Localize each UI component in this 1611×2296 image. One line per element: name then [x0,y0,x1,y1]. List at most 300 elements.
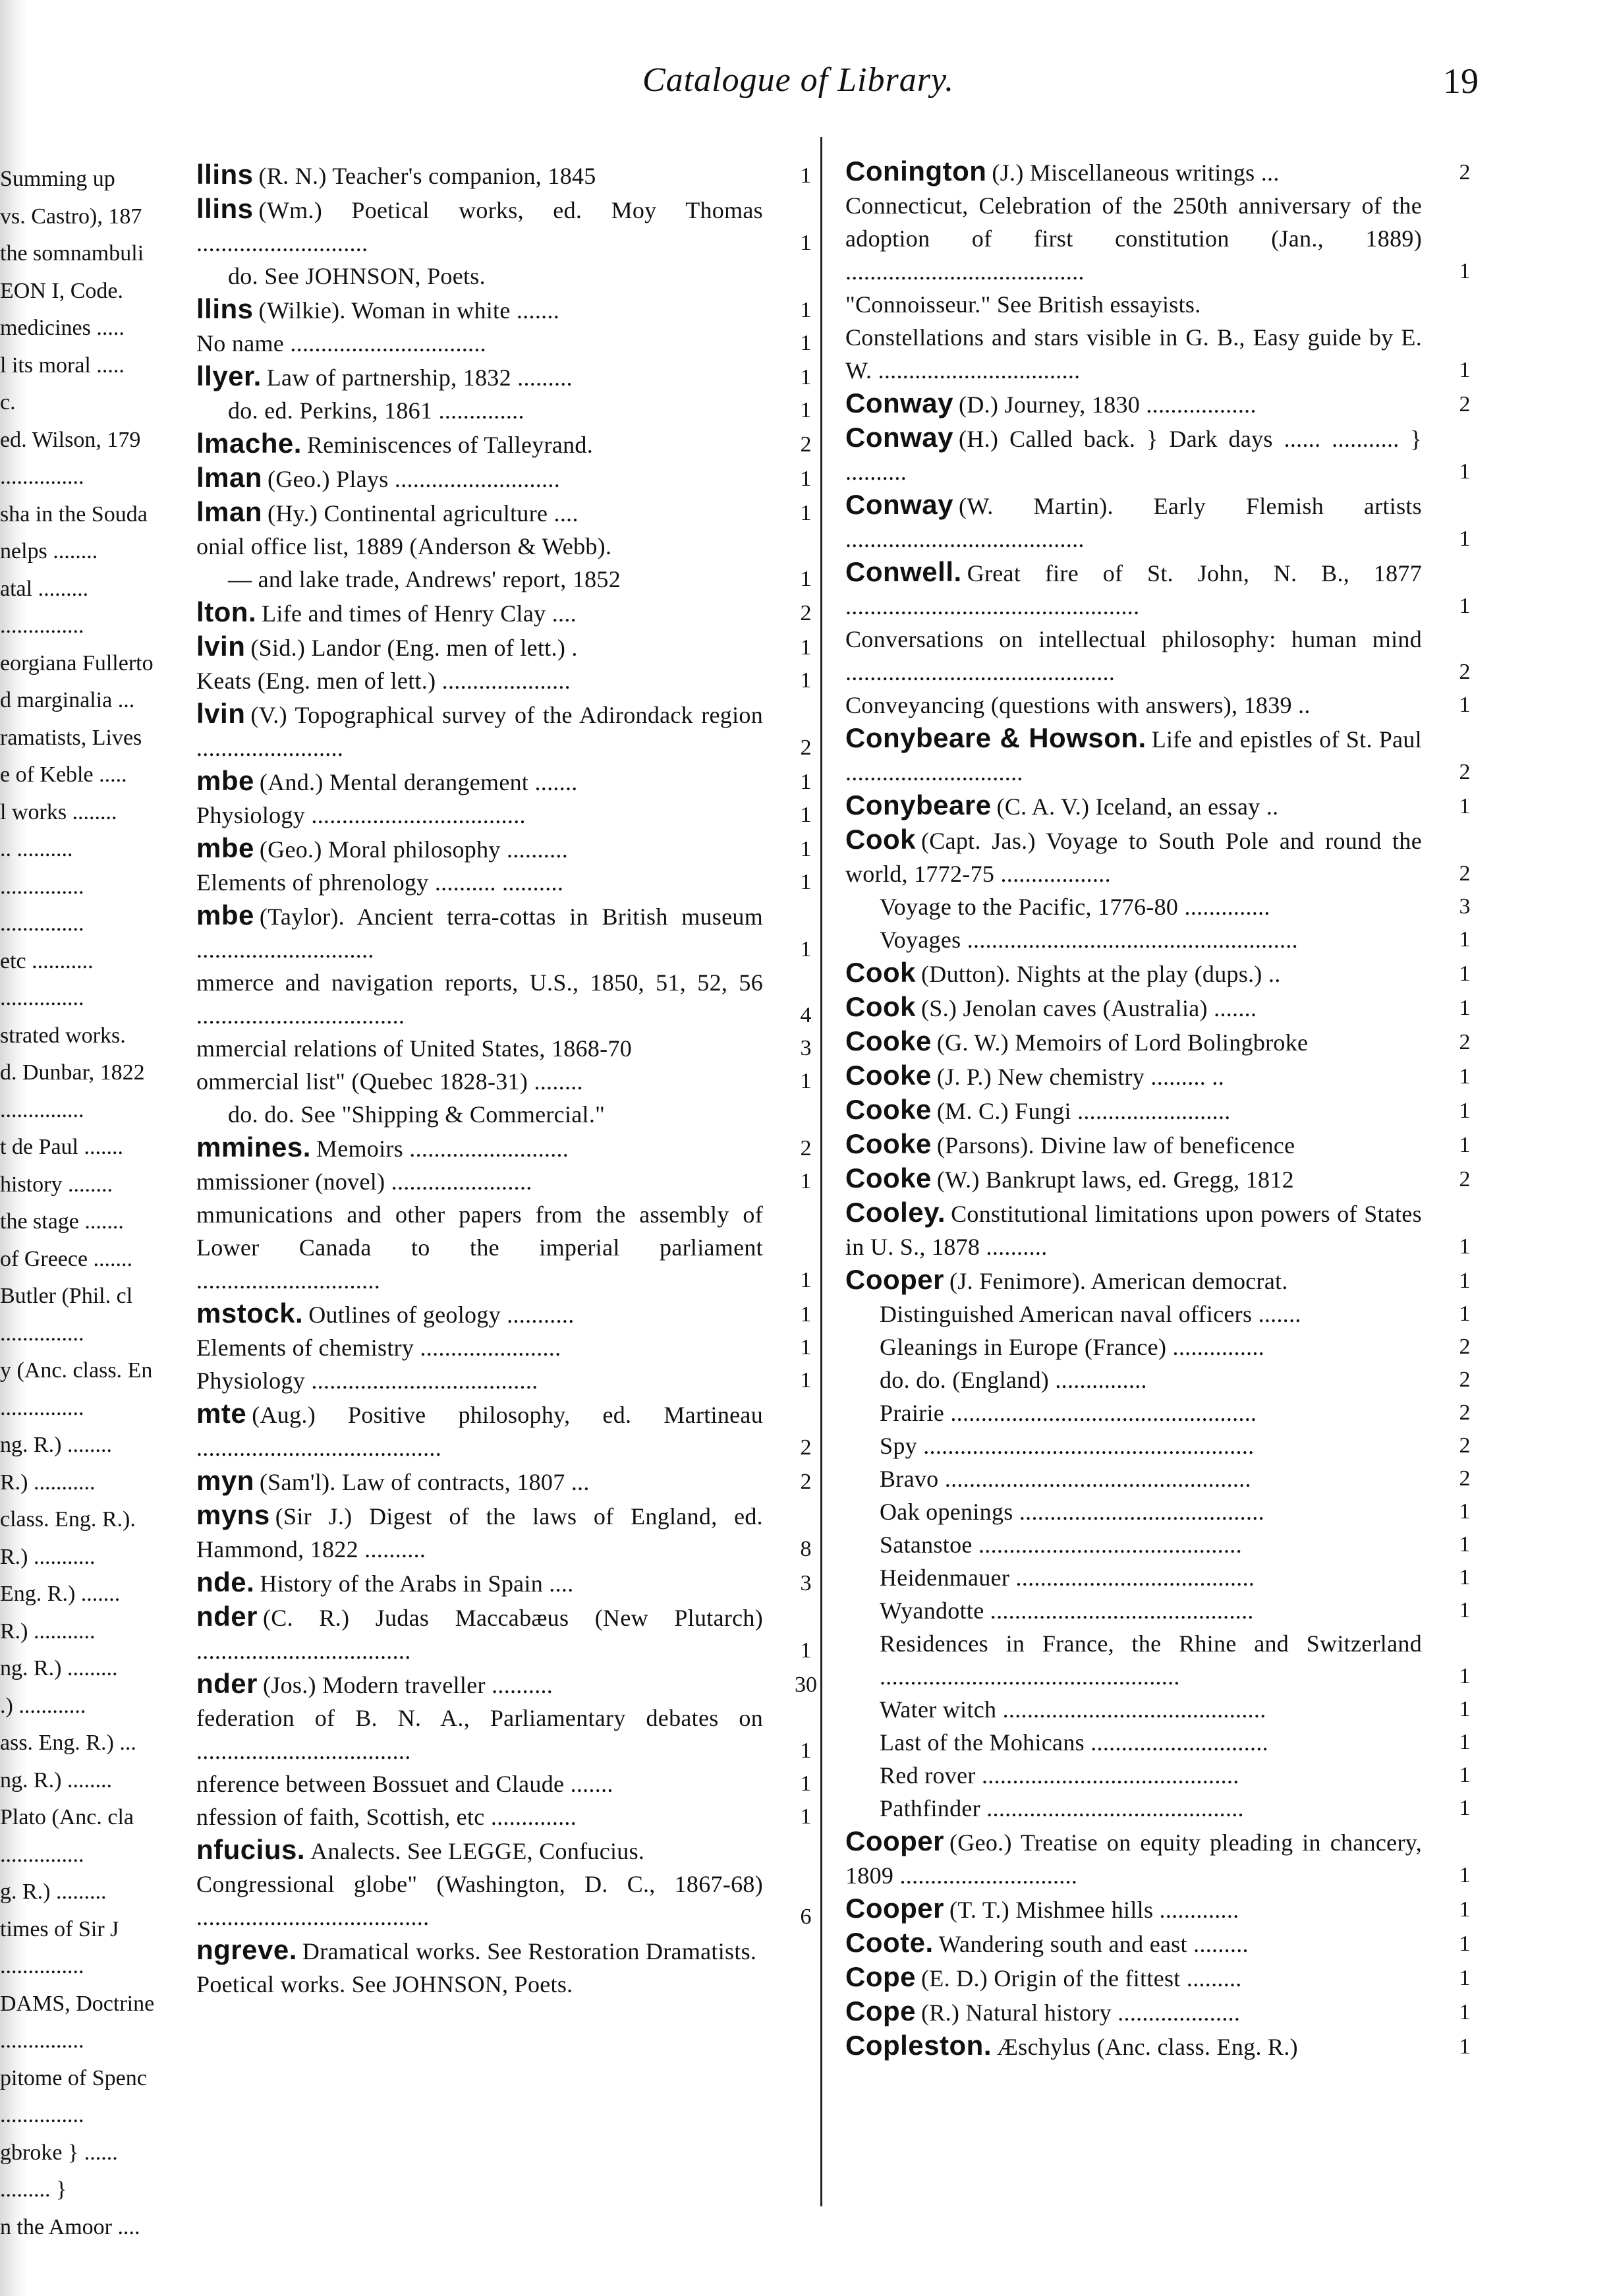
right-entry [845,1792,1478,1825]
entry-text [196,192,763,260]
entry-text [196,799,763,832]
volume-count: 1 [1459,1269,1471,1293]
volume-count: 1 [1459,1532,1471,1557]
entry-text [196,1499,763,1566]
entry-text [196,1364,763,1397]
right-entry [845,1462,1478,1495]
entry-text [845,189,1422,288]
author-name: Cook [845,957,916,988]
volume-count: 1 [800,1738,812,1763]
author-name: Conington [845,156,987,187]
entry-title: Residences in France, the Rhine and Switzerland ................................................. [880,1630,1422,1690]
middle-entry [196,360,819,394]
right-entry [845,1528,1478,1561]
entry-text [228,563,763,596]
middle-entry [196,1131,819,1165]
volume-count: 1 [800,467,812,491]
entry-text [845,321,1422,387]
entry-title: Satanstoe ........................................... [880,1532,1242,1558]
entry-title: Elements of phrenology .......... .......... [196,869,564,896]
volume-count: 1 [1459,1499,1471,1524]
entry-title: (T. T.) Mishmee hills ............. [949,1897,1239,1923]
entry-title: nfession of faith, Scottish, etc .............. [196,1804,577,1830]
left-fragment-line: nelps ........ [0,539,98,563]
entry-text [845,155,1422,189]
volume-count: 2 [1459,160,1471,185]
middle-entry [196,563,819,596]
entry-text [880,1528,1422,1561]
right-entry [845,890,1478,923]
middle-entry [196,630,819,664]
volume-count: 30 [795,1673,817,1697]
author-name: llyer. [196,360,262,391]
entry-text [196,1600,763,1667]
left-fragment-line: vs. Castro), 187 [0,204,142,229]
entry-text [196,496,763,530]
left-fragment-line: medicines ..... [0,316,125,340]
volume-count: 3 [1459,894,1471,919]
left-fragment-line: the somnambuli [0,241,144,266]
author-name: lman [196,496,263,527]
volume-count: 1 [800,837,812,861]
middle-entry [196,327,819,360]
middle-entry [196,1032,819,1065]
volume-count: 1 [1459,1796,1471,1820]
left-fragment-line: ............... [0,1395,84,1420]
left-fragment-line: ed. Wilson, 179 [0,427,141,452]
volume-count: 1 [1459,2034,1471,2059]
entry-text [196,1833,763,1868]
entry-title: Constellations and stars visible in G. B., Easy guide by E. W. ................................. [845,324,1422,384]
left-fragment-line: n the Amoor .... [0,2214,140,2239]
entry-title: Red rover .......................................... [880,1762,1239,1789]
entry-title: Distinguished American naval officers ....... [880,1301,1301,1327]
volume-count: 1 [800,668,812,693]
right-entry [845,1495,1478,1528]
middle-entry [196,1464,819,1499]
entry-title: Wandering south and east ......... [938,1931,1249,1957]
volume-count: 1 [1459,927,1471,952]
entry-title: Constitutional limitations upon powers of States in U. S., 1878 .......... [845,1201,1422,1260]
entry-text [845,823,1422,890]
middle-entry [196,1499,819,1566]
entry-text [196,1065,763,1098]
volume-count: 2 [1459,1030,1471,1054]
volume-count: 1 [800,870,812,894]
entry-title: (Wilkie). Woman in white ....... [258,297,560,324]
entry-text [196,899,763,966]
entry-text [196,427,763,461]
author-name: lman [196,462,263,493]
volume-count: 1 [1459,1664,1471,1688]
volume-count: 3 [800,1036,812,1060]
right-entry [845,488,1478,556]
entry-title: (Parsons). Divine law of beneficence [936,1132,1295,1159]
right-entry [845,1059,1478,1093]
entry-text [880,1627,1422,1693]
middle-entry [196,394,819,427]
entry-text [196,293,763,327]
volume-count: 1 [800,1368,812,1392]
right-entry [845,1561,1478,1594]
entry-text [196,1868,763,1934]
volume-count: 1 [800,567,812,591]
author-name: lton. [196,596,257,627]
author-name: Cook [845,991,916,1022]
author-name: lvin [196,698,246,729]
author-name: Cooke [845,1060,932,1091]
middle-entry [196,1098,819,1131]
left-fragment-line: Eng. R.) ....... [0,1582,121,1606]
right-entry [845,956,1478,990]
middle-entry [196,899,819,966]
entry-title: (Aug.) Positive philosophy, ed. Martineau ........................................ [196,1402,763,1461]
entry-title: Voyages ...................................................... [880,927,1298,953]
entry-title: Wyandotte ........................................... [880,1597,1254,1624]
volume-count: 1 [1459,2000,1471,2024]
volume-count: 2 [800,1470,812,1494]
entry-title: (C. R.) Judas Maccabæus (New Plutarch) ................................... [196,1605,763,1664]
volume-count: 1 [1459,1565,1471,1590]
entry-title: (Sam'l). Law of contracts, 1807 ... [259,1469,590,1495]
entry-title: do. See JOHNSON, Poets. [228,263,486,289]
volume-count: 1 [1459,693,1471,717]
middle-entry [196,664,819,697]
middle-entry [196,1566,819,1600]
author-name: nfucius. [196,1834,306,1865]
volume-count: 1 [1459,594,1471,618]
volume-count: 1 [1459,459,1471,484]
entry-text [196,866,763,899]
middle-entry [196,764,819,799]
right-entry [845,823,1478,890]
entry-title: Connecticut, Celebration of the 250th anniversary of the adoption of first constitution (Jan., 1889) ....................................... [845,192,1422,285]
entry-text [845,956,1422,990]
left-fragment-line: ng. R.) ........ [0,1767,112,1793]
author-name: nde. [196,1566,255,1597]
entry-title: Analects. See LEGGE, Confucius. [310,1838,645,1864]
entry-title: (W.) Bankrupt laws, ed. Gregg, 1812 [936,1166,1294,1193]
volume-count: 1 [800,1302,812,1327]
right-column [845,155,1478,2063]
middle-entry [196,1833,819,1868]
left-fragment-line: etc ........... [0,948,94,973]
volume-count: 1 [800,1771,812,1796]
volume-count: 1 [1459,1598,1471,1622]
middle-entry [196,1331,819,1364]
entry-text [845,421,1422,488]
left-fragment-line: ............... [0,1954,84,1978]
entry-text [196,1397,763,1464]
volume-count: 1 [1459,259,1471,283]
right-entry [845,556,1478,623]
entry-text [228,1098,763,1131]
left-fragment-line: of Greece ....... [0,1246,133,1271]
left-fragment-line: g. R.) ......... [0,1880,107,1904]
entry-text [196,1800,763,1833]
middle-entry [196,596,819,630]
middle-entry [196,1767,819,1800]
entry-text [845,1025,1422,1059]
page-header-title: Catalogue of Library. [642,61,955,99]
volume-count: 2 [1459,1367,1471,1392]
middle-entry [196,799,819,832]
entry-title: (R. N.) Teacher's companion, 1845 [258,163,596,189]
entry-title: Law of partnership, 1832 ......... [266,364,573,391]
entry-text [880,1298,1422,1331]
entry-title: Life and epistles of St. Paul ............................. [845,726,1422,786]
entry-text [845,623,1422,689]
entry-title: (J.) Miscellaneous writings ... [992,159,1280,186]
entry-title: (G. W.) Memoirs of Lord Bolingbroke [936,1029,1309,1056]
right-entry [845,923,1478,956]
left-fragment-line: ............... [0,911,84,936]
column-divider [820,137,822,2206]
volume-count: 1 [800,1069,812,1093]
entry-text [196,158,763,192]
entry-text [880,890,1422,923]
entry-title: Keats (Eng. men of lett.) ..................... [196,668,571,694]
middle-entry [196,866,819,899]
entry-title: (Dutton). Nights at the play (dups.) .. [921,961,1281,987]
volume-count: 1 [800,635,812,660]
author-name: lmache. [196,428,302,459]
entry-title: Dramatical works. See Restoration Dramatists. [302,1938,757,1965]
entry-text [880,1462,1422,1495]
volume-count: 1 [1459,527,1471,551]
entry-text [880,1396,1422,1429]
left-fragment-line: history ........ [0,1172,113,1197]
middle-entry [196,1702,819,1767]
left-fragment-line: d marginalia ... [0,688,135,712]
entry-text [845,689,1422,722]
volume-count: 1 [800,163,812,188]
author-name: myn [196,1465,254,1496]
middle-entry [196,1165,819,1198]
entry-title: (Jos.) Modern traveller .......... [263,1672,553,1698]
entry-title: Pathfinder .......................................... [880,1795,1244,1822]
middle-column [196,158,819,2001]
volume-count: 6 [800,1905,812,1929]
right-entry [845,421,1478,488]
volume-count: 1 [1459,1863,1471,1887]
entry-text [196,966,763,1032]
entry-text [845,288,1422,321]
volume-count: 1 [800,1804,812,1829]
entry-text [880,1792,1422,1825]
volume-count: 1 [800,1638,812,1663]
entry-title: Heidenmauer ....................................... [880,1564,1255,1591]
entry-title: do. do. See "Shipping & Commercial." [228,1101,606,1128]
left-fragment-line: R.) ........... [0,1619,96,1644]
left-fragment-line: pitome of Spenc [0,2065,147,2090]
entry-title: Reminiscences of Talleyrand. [306,432,593,458]
left-fragment-line: R.) ........... [0,1544,96,1569]
entry-title: mmissioner (novel) ....................... [196,1168,532,1195]
left-fragment-line: t de Paul ....... [0,1135,123,1159]
left-column-fragments [0,161,204,2246]
left-fragment-line: .. .......... [0,837,73,861]
entry-title: (M. C.) Fungi ......................... [936,1098,1231,1124]
volume-count: 1 [800,770,812,794]
left-fragment-line: EON I, Code. [0,278,123,303]
entry-title: (Sir J.) Digest of the laws of England, ed. Hammond, 1822 .......... [196,1503,763,1563]
entry-title: Congressional globe" (Washington, D. C., 1867-68) ...................................... [196,1871,763,1930]
entry-title: — and lake trade, Andrews' report, 1852 [228,566,621,592]
middle-entry [196,192,819,260]
entry-title: (And.) Mental derangement ....... [259,769,578,795]
volume-count: 2 [1459,1167,1471,1191]
entry-title: (Sid.) Landor (Eng. men of lett.) . [250,635,578,661]
left-fragment-line: times of Sir J [0,1916,119,1941]
left-fragment-line: the stage ....... [0,1209,124,1234]
right-entry [845,1025,1478,1059]
author-name: Cope [845,1995,916,2026]
entry-title: History of the Arabs in Spain .... [260,1570,574,1597]
entry-text [845,1961,1422,1995]
volume-count: 1 [800,1335,812,1360]
entry-text [196,630,763,664]
left-fragment-line: DAMS, Doctrine [0,1991,155,2016]
author-name: llins [196,193,254,224]
middle-entry [196,158,819,192]
right-entry [845,1594,1478,1627]
right-entry [845,1298,1478,1331]
left-fragment-line: ............... [0,1097,84,1122]
right-entry [845,1627,1478,1693]
entry-text [845,1128,1422,1162]
middle-entry [196,293,819,327]
right-entry [845,1363,1478,1396]
volume-count: 1 [800,298,812,322]
volume-count: 3 [800,1571,812,1595]
volume-count: 1 [800,365,812,389]
author-name: Cooke [845,1094,932,1125]
entry-text [196,1464,763,1499]
author-name: Conway [845,387,954,418]
entry-title: Gleanings in Europe (France) ............... [880,1334,1265,1360]
entry-text [845,556,1422,623]
author-name: mmines. [196,1132,311,1162]
entry-title: Water witch ........................................... [880,1696,1266,1723]
entry-title: Elements of chemistry ....................... [196,1335,561,1361]
entry-title: federation of B. N. A., Parliamentary debates on ................................... [196,1705,763,1764]
entry-title: ommercial list" (Quebec 1828-31) ........ [196,1068,583,1095]
entry-text [845,990,1422,1025]
entry-title: Last of the Mohicans ............................. [880,1729,1268,1756]
right-entry [845,689,1478,722]
author-name: mte [196,1398,247,1429]
right-entry [845,1093,1478,1128]
author-name: llins [196,293,254,324]
entry-text [196,1934,763,1968]
volume-count: 2 [1459,1466,1471,1491]
volume-count: 1 [1459,1234,1471,1259]
author-name: Cooper [845,1825,944,1856]
middle-entry [196,966,819,1032]
left-fragment-line: d. Dunbar, 1822 [0,1060,145,1085]
right-entry [845,1759,1478,1792]
volume-count: 2 [1459,1400,1471,1425]
left-fragment-line: l its moral ..... [0,353,125,378]
entry-title: "Connoisseur." See British essayists. [845,291,1201,318]
entry-text [196,1032,763,1065]
entry-title: (D.) Journey, 1830 .................. [959,391,1257,418]
middle-entry [196,427,819,461]
middle-entry [196,1065,819,1098]
left-fragment-line: ............... [0,465,84,489]
left-fragment-line: ............... [0,2103,84,2127]
volume-count: 4 [800,1003,812,1027]
entry-text [845,1825,1422,1892]
entry-text [845,387,1422,421]
entry-title: (R.) Natural history .................... [921,1999,1241,2026]
entry-text [196,1968,763,2001]
volume-count: 1 [800,1169,812,1193]
volume-count: 2 [1459,1433,1471,1458]
right-entry [845,1429,1478,1462]
middle-entry [196,1968,819,2001]
right-entry [845,321,1478,387]
middle-entry [196,496,819,530]
entry-title: nference between Bossuet and Claude ....... [196,1771,613,1797]
author-name: mbe [196,765,254,796]
entry-text [845,1196,1422,1263]
left-fragment-line: ............... [0,614,84,638]
entry-title: (Wm.) Poetical works, ed. Moy Thomas ............................ [196,197,763,256]
entry-text [196,1767,763,1800]
entry-title: Conversations on intellectual philosophy: human mind ............................................ [845,626,1422,685]
author-name: nder [196,1601,258,1632]
entry-title: Great fire of St. John, N. B., 1877 ................................................ [845,560,1422,619]
entry-title: Bravo .................................................. [880,1466,1251,1492]
entry-text [880,1594,1422,1627]
volume-count: 2 [800,735,812,760]
entry-text [196,1297,763,1331]
volume-count: 2 [1459,760,1471,784]
entry-title: (Capt. Jas.) Voyage to South Pole and round the world, 1772-75 .................. [845,828,1422,887]
right-entry [845,1396,1478,1429]
entry-text [880,1331,1422,1363]
right-entry [845,1128,1478,1162]
left-fragment-line: class. Eng. R.). [0,1507,136,1532]
entry-title: (Taylor). Ancient terra-cottas in British museum ............................. [196,904,763,963]
entry-title: (J. P.) New chemistry ......... .. [936,1064,1225,1090]
entry-title: mmerce and navigation reports, U.S., 1850, 51, 52, 56 .................................. [196,969,763,1029]
entry-title: Memoirs .......................... [316,1135,569,1162]
volume-count: 1 [800,398,812,422]
author-name: Conway [845,422,954,453]
right-entry [845,1162,1478,1196]
middle-entry [196,1198,819,1297]
middle-entry [196,1667,819,1702]
left-fragment-line: y (Anc. class. En [0,1358,153,1383]
entry-title: onial office list, 1889 (Anderson & Webb). [196,533,612,560]
author-name: Copleston. [845,2030,992,2061]
entry-text [196,360,763,394]
volume-count: 1 [1459,1064,1471,1089]
volume-count: 1 [800,937,812,961]
volume-count: 1 [1459,1133,1471,1157]
entry-text [880,1495,1422,1528]
left-fragment-line: ............... [0,1321,84,1346]
left-fragment-line: atal ......... [0,576,89,601]
right-entry [845,189,1478,288]
author-name: lvin [196,631,246,662]
entry-text [845,488,1422,556]
entry-text [845,789,1422,823]
volume-count: 1 [1459,1730,1471,1754]
